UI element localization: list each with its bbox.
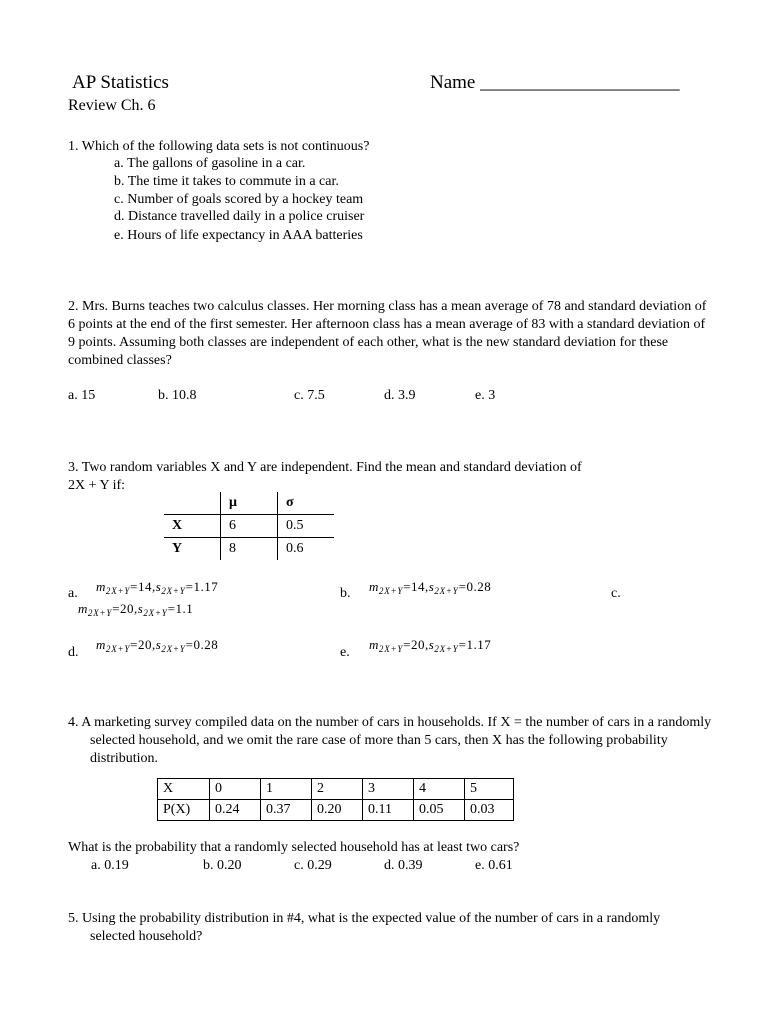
table-cell: X <box>164 515 221 538</box>
sd-value: 0.28 <box>466 579 492 594</box>
sd-value: 1.1 <box>175 601 194 616</box>
q1-option-d: d. Distance travelled daily in a police cruiser <box>114 209 365 224</box>
q1-option-c: c. Number of goals scored by a hockey team <box>114 192 364 207</box>
q3-equation-d: $m_{2X+Y}=20,s_{2X+Y}=0.28$ <box>96 637 219 654</box>
mean-value: 14 <box>138 579 153 594</box>
table-row <box>164 515 334 538</box>
mean-value: 14 <box>411 579 426 594</box>
table-cell: 0.5 <box>278 515 335 538</box>
q3-letter-a: a. <box>68 586 78 601</box>
q4-probability-table <box>157 778 514 821</box>
q4-stem: 4. A marketing survey compiled data on the number of cars in households. If X = the number of cars in a randomly selected household, and we omit the rare case of more than 5 cars, then X has the following probability distribution. <box>68 715 712 766</box>
table-cell: 0.24 <box>210 800 261 821</box>
q3-equation-e: $m_{2X+Y}=20,s_{2X+Y}=1.17$ <box>369 637 492 654</box>
subscript: 2X+Y <box>105 586 131 596</box>
course-title: AP Statistics <box>72 72 169 93</box>
q2-stem: 2. Mrs. Burns teaches two calculus classes. Her morning class has a mean average of 78 and standard deviation of 6 points at the end of the first semester. Her afternoon class has a mean average of 83 with a standard deviation of 9 points. Assuming both classes are independent of each other, what is the new standard deviation for these combined classes? <box>68 299 707 368</box>
q4-option-e: e. 0.61 <box>475 858 513 873</box>
q1-option-a: a. The gallons of gasoline in a car. <box>114 156 306 171</box>
table-cell: 4 <box>414 779 465 800</box>
q2-option-d: d. 3.9 <box>384 388 416 403</box>
mean-value: 20 <box>138 637 153 652</box>
q3-letter-b: b. <box>340 586 351 601</box>
subscript: 2X+Y <box>143 608 168 618</box>
q3-letter-c: c. <box>611 586 621 601</box>
table-cell: 6 <box>221 515 278 538</box>
q1-option-e: e. Hours of life expectancy in AAA batteries <box>114 228 363 243</box>
q3-letter-e: e. <box>340 645 350 660</box>
q4-option-a: a. 0.19 <box>91 858 129 873</box>
name-line: Name _____________________ <box>430 72 680 93</box>
table-row <box>164 492 334 515</box>
table-cell: 8 <box>221 538 278 561</box>
table-row <box>158 800 514 821</box>
table-row <box>158 779 514 800</box>
table-cell: 0.37 <box>261 800 312 821</box>
q2-option-e: e. 3 <box>475 388 496 403</box>
q2-option-a: a. 15 <box>68 388 96 403</box>
subscript: 2X+Y <box>434 644 459 654</box>
table-cell: 3 <box>363 779 414 800</box>
q3-stem-line1: 3. Two random variables X and Y are independent. Find the mean and standard deviation of <box>68 460 582 475</box>
q4-option-d: d. 0.39 <box>384 858 423 873</box>
q1-stem: 1. Which of the following data sets is not continuous? <box>68 139 370 154</box>
q4-option-b: b. 0.20 <box>203 858 242 873</box>
page-subtitle: Review Ch. 6 <box>68 97 156 114</box>
subscript: 2X+Y <box>87 608 113 618</box>
subscript: 2X+Y <box>161 586 186 596</box>
q2-option-b: b. 10.8 <box>158 388 197 403</box>
q3-letter-d: d. <box>68 645 79 660</box>
q4-question: What is the probability that a randomly selected household has at least two cars? <box>68 840 520 855</box>
sd-value: 1.17 <box>193 579 219 594</box>
q1-option-b: b. The time it takes to commute in a car. <box>114 174 339 189</box>
sigma-header: σ <box>286 495 294 510</box>
table-cell: 0.6 <box>278 538 335 561</box>
q3-equation-b: $m_{2X+Y}=14,s_{2X+Y}=0.28$ <box>369 579 492 596</box>
mean-value: 20 <box>120 601 135 616</box>
subscript: 2X+Y <box>161 644 186 654</box>
q3-equation-a-inline: $m_{2X+Y}=14,s_{2X+Y}=1.17$ <box>96 579 219 596</box>
mu-header: μ <box>221 492 278 515</box>
sd-value: 0.28 <box>193 637 219 652</box>
table-cell: 0.03 <box>465 800 514 821</box>
subscript: 2X+Y <box>378 586 404 596</box>
subscript: 2X+Y <box>378 644 404 654</box>
table-cell: 0.20 <box>312 800 363 821</box>
q5-stem: 5. Using the probability distribution in #4, what is the expected value of the number of cars in a randomly selected household? <box>68 911 661 944</box>
table-cell: X <box>158 779 210 800</box>
q3-parameter-table <box>164 492 334 560</box>
q3-equation-a: $m_{2X+Y}=20,s_{2X+Y}=1.1$ <box>78 601 194 618</box>
table-cell: 0.05 <box>414 800 465 821</box>
table-cell <box>164 492 221 515</box>
table-cell: 5 <box>465 779 514 800</box>
table-cell: 1 <box>261 779 312 800</box>
q2-option-c: c. 7.5 <box>294 388 325 403</box>
subscript: 2X+Y <box>105 644 131 654</box>
table-cell: Y <box>164 538 221 561</box>
q4-option-c: c. 0.29 <box>294 858 332 873</box>
q3-stem-line2: 2X + Y if: <box>68 478 126 493</box>
table-cell: 0 <box>210 779 261 800</box>
sd-value: 1.17 <box>466 637 492 652</box>
table-cell: 2 <box>312 779 363 800</box>
subscript: 2X+Y <box>434 586 459 596</box>
table-cell: 0.11 <box>363 800 414 821</box>
table-row <box>164 538 334 561</box>
table-cell: P(X) <box>158 800 210 821</box>
mean-value: 20 <box>411 637 426 652</box>
